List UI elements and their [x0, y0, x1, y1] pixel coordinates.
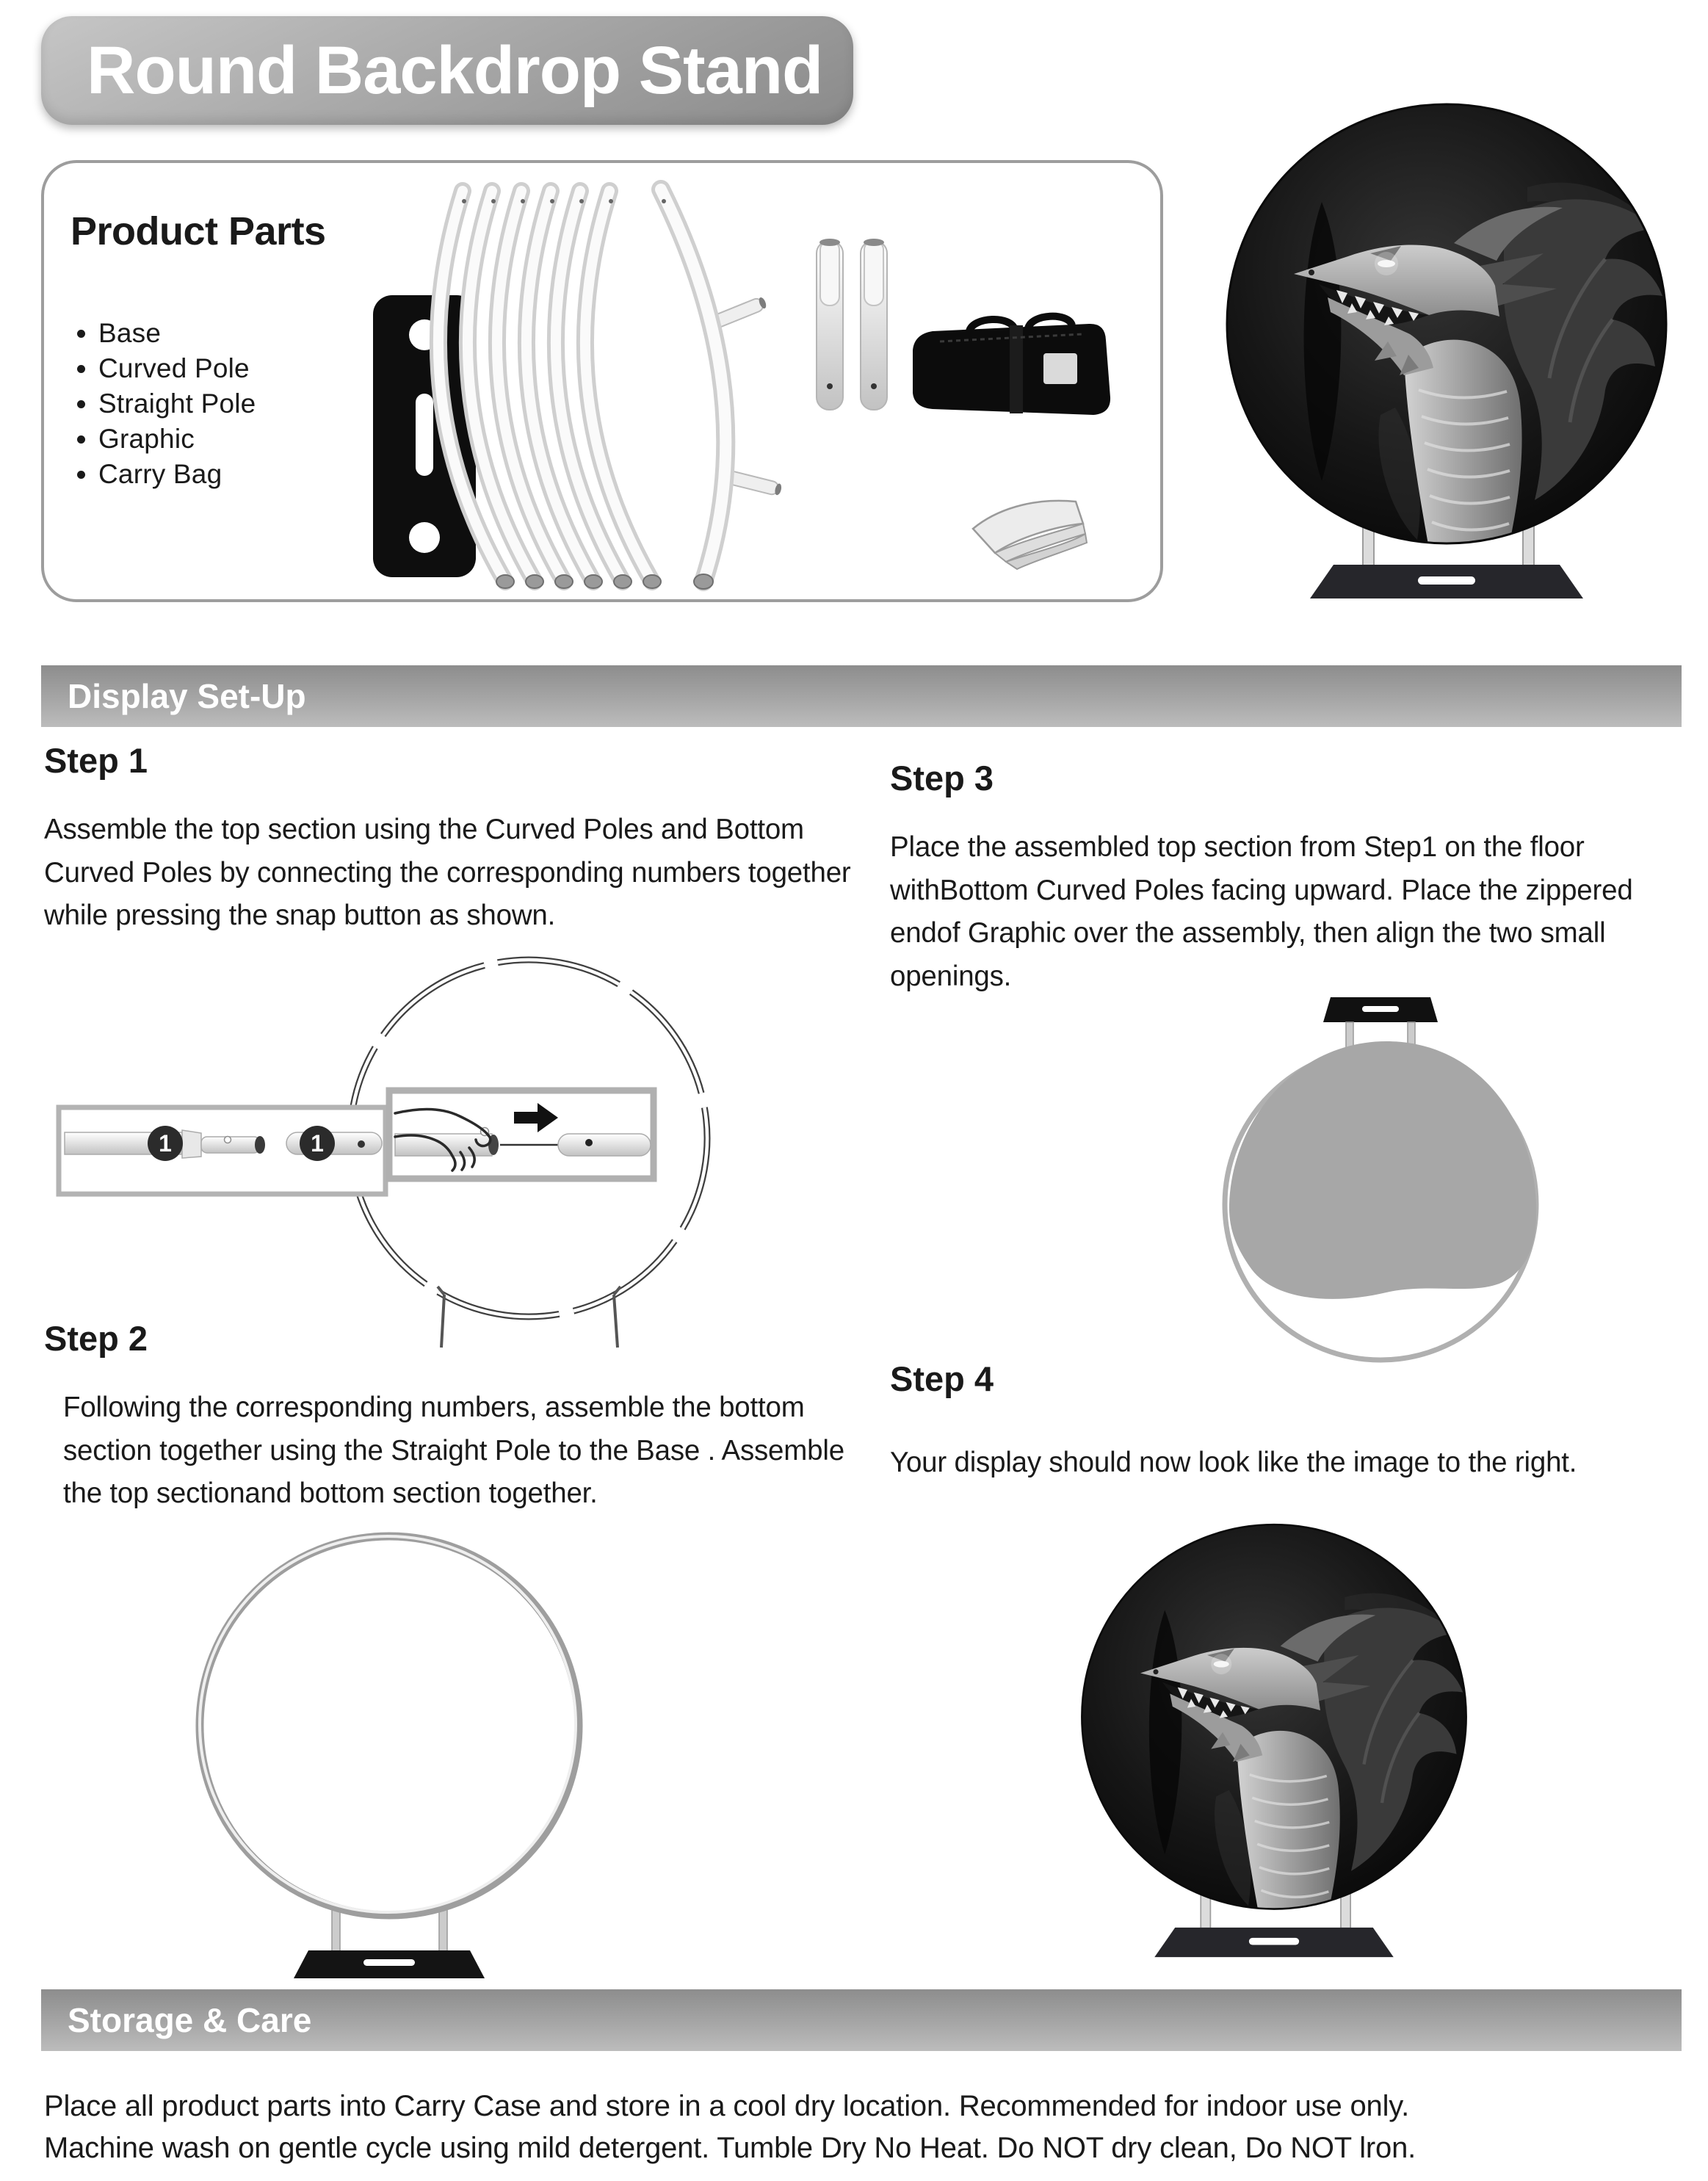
storage-line-1: Place all product parts into Carry Case and store in a cool dry location. Recommended for indoor use only. — [44, 2090, 1410, 2122]
step2-diagram — [169, 1513, 609, 1983]
step1-diagram — [44, 947, 734, 1359]
snap-button-inset — [389, 1090, 654, 1179]
step2-text: Following the corresponding numbers, assemble the bottom section together using the Straight Pole to the Base . Assemble the top sectionand bottom section together. — [63, 1392, 844, 1510]
graphic-fabric-graphic — [973, 501, 1087, 569]
part-name: Straight Pole — [98, 388, 256, 419]
step3-diagram — [1197, 984, 1564, 1384]
bottom-curved-pole-graphic — [661, 189, 783, 589]
step4-block — [890, 1359, 1690, 1485]
base-graphic — [294, 1950, 485, 1978]
storage-care-banner — [41, 1989, 1682, 2051]
step2-heading: Step 2 — [44, 1319, 148, 1358]
hero-dragon-display — [1212, 99, 1682, 606]
part-name: Curved Pole — [98, 353, 250, 383]
step1-heading: Step 1 — [44, 741, 148, 780]
step2-block — [44, 1318, 889, 1516]
step4-text: Your display should now look like the image to the right. — [890, 1447, 1577, 1478]
connector-number-label: 1 — [159, 1130, 172, 1157]
step3-heading: Step 3 — [890, 759, 994, 797]
step3-block — [890, 758, 1660, 998]
product-parts-heading: Product Parts — [70, 209, 326, 253]
pole-connection-box — [59, 1107, 386, 1194]
page-title-banner — [41, 16, 853, 125]
step4-finished-display — [1068, 1520, 1480, 1964]
straight-poles-graphic — [817, 239, 887, 410]
graphic-fabric-blob — [1229, 1041, 1536, 1299]
step1-text: Assemble the top section using the Curved Poles and Bottom Curved Poles by connecting the corresponding numbers together while pressing the snap button as shown. — [44, 814, 851, 932]
product-parts-graphic — [352, 176, 1164, 595]
step4-heading: Step 4 — [890, 1359, 994, 1398]
display-setup-banner — [41, 665, 1682, 727]
part-name: Base — [98, 318, 162, 348]
carry-bag-graphic — [913, 317, 1110, 415]
display-setup-title: Display Set-Up — [68, 677, 306, 715]
storage-care-title: Storage & Care — [68, 2001, 312, 2039]
connector-number-label: 1 — [311, 1130, 324, 1157]
step1-block — [44, 740, 852, 938]
page-title: Round Backdrop Stand — [87, 32, 823, 108]
storage-line-2: Machine wash on gentle cycle using mild detergent. Tumble Dry No Heat. Do NOT dry clean, Do NOT lron. — [44, 2131, 1416, 2164]
storage-care-text — [44, 2086, 1677, 2169]
curved-poles-graphic — [438, 191, 661, 588]
part-name: Graphic — [98, 424, 195, 454]
step3-text: Place the assembled top section from Step1 on the floor withBottom Curved Poles facing upward. Place the zippered endof Graphic over the assembly, then align the two small openings. — [890, 831, 1633, 992]
part-name: Carry Bag — [98, 459, 222, 489]
